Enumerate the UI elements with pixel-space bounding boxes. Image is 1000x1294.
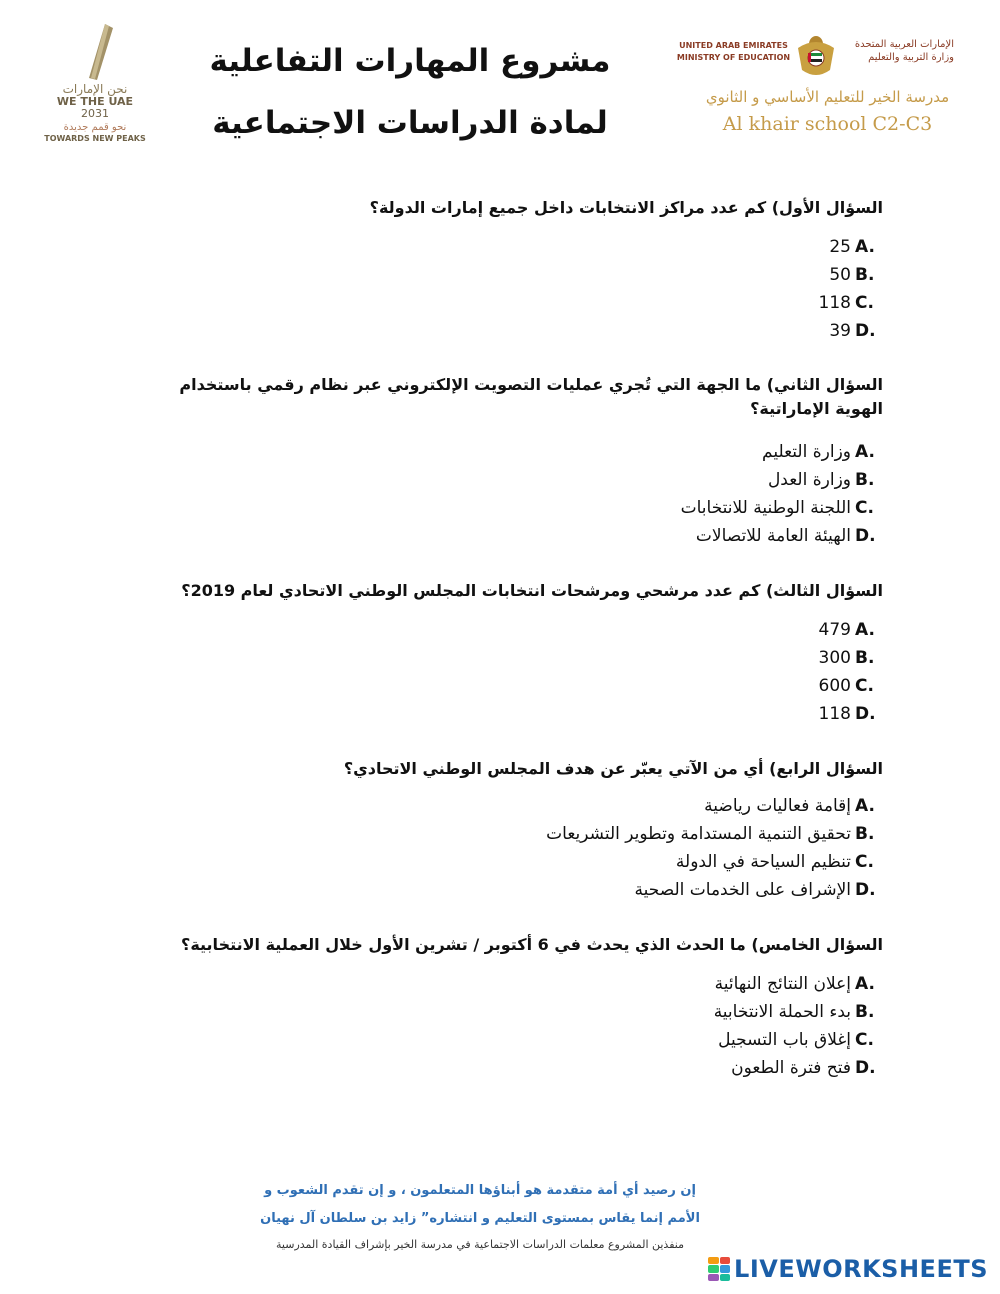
question-1: السؤال الأول) كم عدد مراكز الانتخابات داخل جميع إمارات الدولة؟ (369, 198, 883, 217)
question-5: السؤال الخامس) ما الحدث الذي يحدث في 6 أكتوبر / تشرين الأول خلال العملية الانتخابية؟ (181, 935, 883, 954)
question-2: السؤال الثاني) ما الجهة التي تُجري عمليات التصويت الإلكتروني عبر نظام رقمي باستخدام الهوية الإماراتية؟ (179, 375, 883, 418)
title-line-1: مشروع المهارات التفاعلية (209, 43, 611, 79)
liveworksheets-mark-icon (708, 1257, 730, 1281)
we-the-uae-logo (40, 22, 150, 144)
option-letter: B. (855, 265, 875, 285)
uae-logo-arabic: نحن الإمارات (62, 82, 128, 96)
option-text: 300 (818, 648, 851, 668)
option-text: 25 (829, 237, 851, 257)
option-letter: D. (855, 880, 876, 900)
option-letter: B. (855, 824, 875, 844)
option-text: 479 (818, 620, 851, 640)
option-3-d[interactable] (819, 700, 883, 728)
option-5-d[interactable] (714, 1054, 883, 1082)
option-letter: D. (855, 704, 876, 724)
option-2-a[interactable] (681, 438, 883, 466)
ministry-name-en: UNITED ARAB EMIRATES MINISTRY OF EDUCATION (676, 41, 791, 62)
option-text: تحقيق التنمية المستدامة وتطوير التشريعات (546, 824, 851, 844)
ministry-name-ar (842, 38, 954, 64)
option-letter: A. (855, 620, 875, 640)
option-1-a[interactable] (819, 233, 883, 261)
question-1-options (819, 233, 883, 345)
liveworksheets-wordmark: LIVEWORKSHEETS (734, 1255, 988, 1283)
question-4-options (546, 792, 883, 904)
option-text: بدء الحملة الانتخابية (713, 1002, 851, 1022)
option-text: 39 (829, 321, 851, 341)
question-5-options (714, 970, 883, 1082)
option-1-b[interactable] (819, 261, 883, 289)
school-name-en: Al khair school C2-C3 (722, 113, 933, 135)
option-letter: D. (855, 321, 876, 341)
option-text: إقامة فعاليات رياضية (704, 796, 851, 816)
uae-logo-tagline-ar: نحو قمم جديدة (63, 122, 127, 133)
option-text: تنظيم السياحة في الدولة (675, 852, 851, 872)
option-text: وزارة العدل (767, 470, 851, 490)
option-3-c[interactable] (819, 672, 883, 700)
option-letter: C. (855, 498, 874, 518)
option-text: 118 (818, 293, 851, 313)
quote-line-1: إن رصيد أي أمة متقدمة هو أبناؤها المتعلمون ، و إن تقدم الشعوب و (264, 1183, 696, 1198)
option-text: الهيئة العامة للاتصالات (695, 526, 851, 546)
title-line-2: لمادة الدراسات الاجتماعية (212, 105, 608, 141)
school-name-ar: مدرسة الخير للتعليم الأساسي و الثانوي (705, 88, 950, 106)
ministry-ar-line-1: الإمارات العربية المتحدة (854, 39, 954, 50)
option-letter: B. (855, 1002, 875, 1022)
option-5-b[interactable] (714, 998, 883, 1026)
option-5-c[interactable] (714, 1026, 883, 1054)
option-5-a[interactable] (714, 970, 883, 998)
uae-logo-tagline-en: TOWARDS NEW PEAKS (44, 134, 146, 143)
option-2-c[interactable] (681, 494, 883, 522)
question-3-options (819, 616, 883, 728)
option-letter: C. (855, 852, 874, 872)
uae-logo-english: WE THE UAE (56, 95, 134, 108)
option-2-b[interactable] (681, 466, 883, 494)
liveworksheets-logo[interactable] (708, 1254, 988, 1284)
option-3-a[interactable] (819, 616, 883, 644)
option-letter: C. (855, 293, 874, 313)
option-letter: D. (855, 526, 876, 546)
option-text: وزارة التعليم (762, 442, 851, 462)
quote-line-2: الأمم إنما يقاس بمستوى التعليم و انتشاره” زايد بن سلطان آل نهيان (260, 1211, 700, 1226)
option-4-b[interactable] (546, 820, 883, 848)
option-1-d[interactable] (819, 317, 883, 345)
question-2-options (681, 438, 883, 550)
option-text: إعلان النتائج النهائية (714, 974, 851, 994)
option-text: 600 (818, 676, 851, 696)
option-letter: A. (855, 442, 875, 462)
option-text: 118 (818, 704, 851, 724)
option-letter: C. (855, 1030, 874, 1050)
uae-logo-year: 2031 (81, 107, 109, 120)
option-letter: D. (855, 1058, 876, 1078)
option-letter: A. (855, 974, 875, 994)
option-3-b[interactable] (819, 644, 883, 672)
uae-falcon-emblem-icon (794, 30, 838, 82)
question-3: السؤال الثالث) كم عدد مرشحي ومرشحات انتخابات المجلس الوطني الاتحادي لعام 2019؟ (181, 581, 883, 600)
ministry-logo (676, 30, 956, 90)
option-text: 50 (829, 265, 851, 285)
option-letter: B. (855, 648, 875, 668)
uae-2031-emblem-icon (75, 22, 115, 82)
option-4-a[interactable] (546, 792, 883, 820)
option-letter: B. (855, 470, 875, 490)
option-text: إغلاق باب التسجيل (718, 1030, 851, 1050)
ministry-ar-line-2: وزارة التربية والتعليم (868, 52, 954, 63)
option-text: اللجنة الوطنية للانتخابات (680, 498, 851, 518)
option-text: فتح فترة الطعون (731, 1058, 851, 1078)
option-2-d[interactable] (681, 522, 883, 550)
page-title (180, 30, 640, 154)
question-4: السؤال الرابع) أي من الآتي يعبّر عن هدف المجلس الوطني الاتحادي؟ (343, 759, 883, 778)
option-letter: A. (855, 796, 875, 816)
option-4-d[interactable] (546, 876, 883, 904)
option-letter: C. (855, 676, 874, 696)
credit-line: منفذين المشروع معلمات الدراسات الاجتماعية في مدرسة الخير بإشراف القيادة المدرسية (276, 1238, 684, 1251)
option-4-c[interactable] (546, 848, 883, 876)
option-1-c[interactable] (819, 289, 883, 317)
option-text: الإشراف على الخدمات الصحية (634, 880, 851, 900)
option-letter: A. (855, 237, 875, 257)
